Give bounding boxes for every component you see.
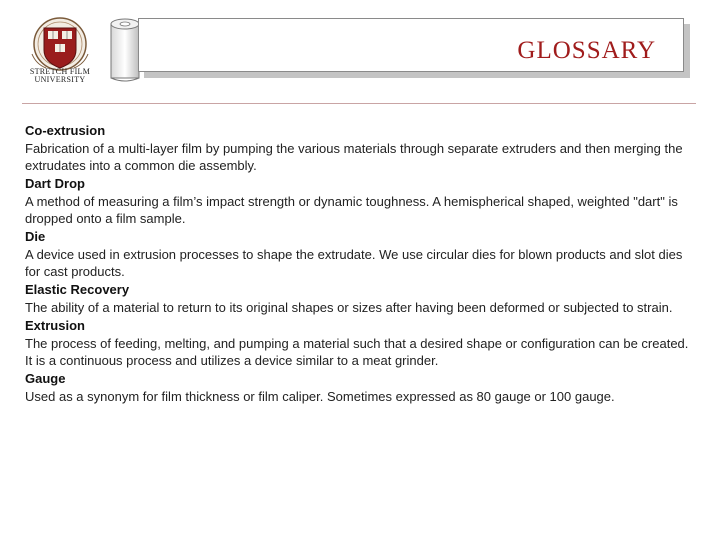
glossary-term: Gauge — [25, 371, 66, 386]
glossary-term: Die — [25, 229, 46, 244]
glossary-definition: The process of feeding, melting, and pumping a material such that a desired shape or configuration can be created. It is a continuous process and utilizes a device similar to a meat grinder. — [25, 336, 689, 368]
glossary-definition: Fabrication of a multi-layer film by pumping the various materials through separate extruders and then merging the extrudates into a common die assembly. — [25, 141, 683, 173]
logo-caption-line2: UNIVERSITY — [34, 75, 86, 84]
header-divider — [22, 103, 696, 104]
logo-caption-line1: STRETCH FILM — [29, 67, 91, 76]
glossary-definition: Used as a synonym for film thickness or film caliper. Sometimes expressed as 80 gauge or 100 gauge. — [25, 389, 615, 404]
glossary-entry — [25, 281, 693, 316]
film-roll-icon — [108, 16, 142, 84]
glossary-entry — [25, 370, 693, 405]
logo-caption — [20, 68, 100, 84]
title-banner — [138, 18, 690, 78]
glossary-list — [25, 122, 693, 406]
glossary-entry — [25, 122, 693, 174]
glossary-term: Co-extrusion — [25, 123, 106, 138]
glossary-definition: A device used in extrusion processes to shape the extrudate. We use circular dies for blown products and slot dies for cast products. — [25, 247, 683, 279]
glossary-definition: A method of measuring a film’s impact strength or dynamic toughness. A hemispherical shaped, weighted "dart" is dropped onto a film sample. — [25, 194, 678, 226]
glossary-term: Elastic Recovery — [25, 282, 130, 297]
glossary-entry — [25, 228, 693, 280]
glossary-term: Dart Drop — [25, 176, 85, 191]
glossary-entry — [25, 175, 693, 227]
page-title: glossary — [517, 26, 656, 66]
glossary-definition: The ability of a material to return to its original shapes or sizes after having been deformed or subjected to strain. — [25, 300, 673, 315]
glossary-term: Extrusion — [25, 318, 85, 333]
glossary-entry — [25, 317, 693, 369]
